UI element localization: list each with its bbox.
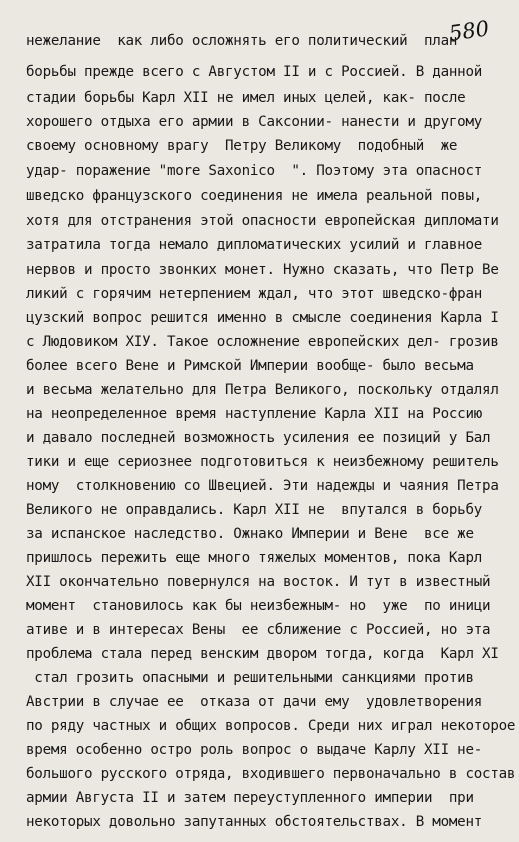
document-line: на неопределенное время наступление Карла XII на Россию — [26, 406, 483, 422]
document-line: цузский вопрос решится именно в смысле соединения Карла I — [26, 310, 499, 326]
document-line: по ряду частных и общих вопросов. Среди них играл некоторое — [26, 718, 516, 734]
document-line: борьбы прежде всего с Августом II и с Россией. В данной — [26, 64, 483, 80]
document-line: большого русского отряда, входившего первоначально в состав — [26, 766, 516, 782]
document-line: нервов и просто звонких монет. Нужно сказать, что Петр Ве — [26, 262, 499, 278]
document-line: с Людовиком XIУ. Такое осложнение европейских дел- грозив — [26, 334, 499, 350]
document-line: нежелание как либо осложнять его политический план — [26, 33, 458, 49]
document-line: ликий с горячим нетерпением ждал, что этот шведско-фран — [26, 286, 483, 302]
document-line: стал грозить опасными и решительными санкциями против — [26, 670, 474, 686]
document-line: более всего Вене и Римской Империи вообще- было весьма — [26, 358, 474, 374]
document-line: удар- поражение "more Saxonico ". Поэтому эта опасност — [26, 163, 483, 179]
document-line: хотя для отстранения этой опасности европейская дипломати — [26, 213, 499, 229]
document-line: шведско французского соединения не имела реальной повы, — [26, 188, 483, 204]
document-line: момент становилось как бы неизбежным- но уже по иници — [26, 598, 491, 614]
document-line: стадии борьбы Карл XII не имел иных целей, как- после — [26, 90, 466, 106]
document-line: ному столкновению со Швецией. Эти надежды и чаяния Петра — [26, 478, 499, 494]
document-line: армии Августа II и затем переуступленного империи при — [26, 790, 474, 806]
document-line: Австрии в случае ее отказа от дачи ему удовлетворения — [26, 694, 483, 710]
document-line: за испанское наследство. Ожнако Империи и Вене все же — [26, 526, 474, 542]
page-number: 580 — [447, 16, 491, 46]
document-line: затратила тогда немало дипломатических усилий и главное — [26, 237, 483, 253]
document-line: ативе и в интересах Вены ее сближение с Россией, но эта — [26, 622, 491, 638]
document-line: своему основному врагу Петру Великому подобный же — [26, 138, 458, 154]
document-line: и давало последней возможность усиления ее позиций у Бал — [26, 430, 491, 446]
document-line: время особенно остро роль вопрос о выдаче Карлу XII не- — [26, 742, 483, 758]
document-line: проблема стала перед венским двором тогда, когда Карл XI — [26, 646, 499, 662]
document-line: пришлось пережить еще много тяжелых моментов, пока Карл — [26, 550, 483, 566]
document-line: XII окончательно повернулся на восток. И тут в известный — [26, 574, 491, 590]
document-line: некоторых довольно запутанных обстоятельствах. В момент — [26, 814, 483, 830]
document-line: хорошего отдыха его армии в Саксонии- нанести и другому — [26, 114, 483, 130]
document-line: Великого не оправдались. Карл XII не впутался в борьбу — [26, 502, 483, 518]
document-line: тики и еще сериознее подготовиться к неизбежному решитель — [26, 454, 499, 470]
document-line: и весьма желательно для Петра Великого, поскольку отдалял — [26, 382, 499, 398]
